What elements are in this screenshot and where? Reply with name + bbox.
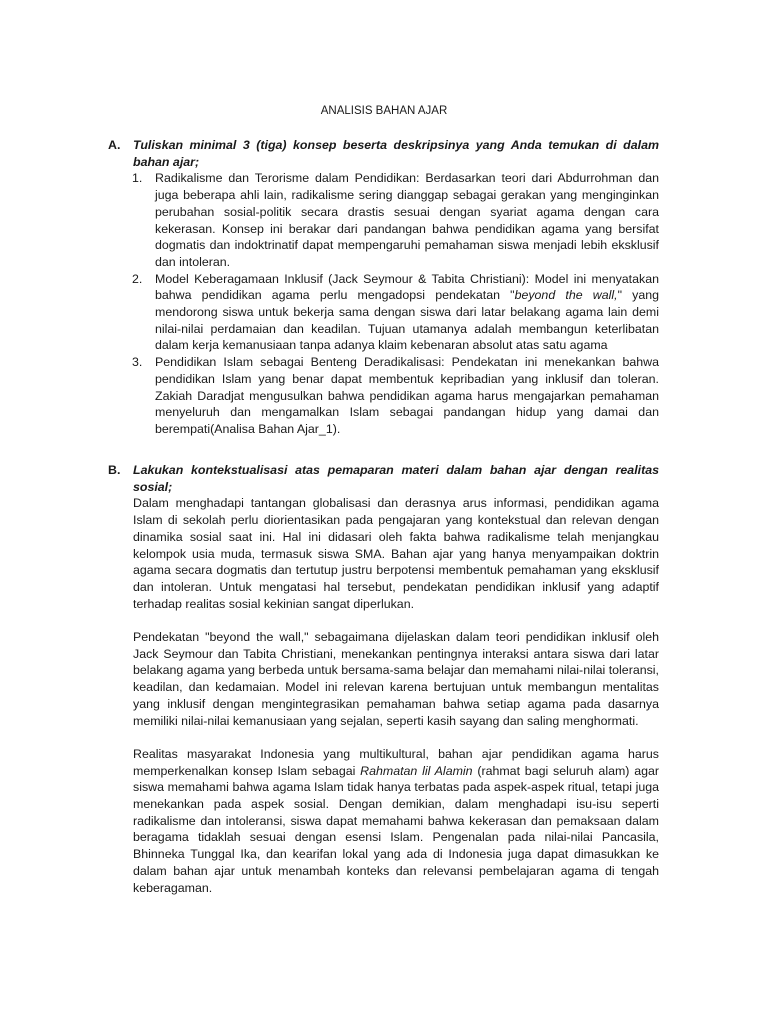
body-paragraph: Dalam menghadapi tantangan globalisasi dan derasnya arus informasi, pendidikan agama Islam di sekolah perlu diorientasikan pada pengajaran yang kontekstual dan relevan dengan dinamika sosial saat ini. Hal ini didasari oleh fakta bahwa radikalisme telah menjangkau kelompok usia muda, termasuk siswa SMA. Bahan ajar yang hanya menyampaikan doktrin agama secara dogmatis dan tertutup justru berpotensi membentuk pemahaman yang eksklusif dan intoleran. Untuk mengatasi hal tersebut, pendekatan pendidikan inklusif yang adaptif terhadap realitas sosial kekinian sangat diperlukan. bbox=[133, 496, 659, 611]
section-b-marker: B. bbox=[108, 463, 121, 477]
paragraph-text-after: (rahmat bagi seluruh alam) agar siswa memahami bahwa agama Islam tidak hanya terbatas pada aspek-aspek ritual, tetapi juga menekankan pada aspek sosial. Dengan demikian, dalam menghadapi isu-isu seperti radikalisme dan intoleransi, siswa dapat memahami bahwa kekerasan dan pemaksaan dalam beragama tidaklah sesuai dengan esensi Islam. Pengenalan pada nilai-nilai Pancasila, Bhinneka Tunggal Ika, dan kearifan lokal yang ada di Indonesia juga dapat dimasukkan ke dalam bahan ajar untuk menambah konteks dan relevansi pembelajaran agama di tengah keberagaman. bbox=[133, 763, 659, 895]
list-item bbox=[132, 271, 659, 355]
document-title: ANALISIS BAHAN AJAR bbox=[320, 105, 448, 117]
list-item bbox=[132, 170, 659, 270]
list-item-text-after: " yang mendorong siswa untuk bekerja sama dengan siswa dari latar belakang agama lain demi nilai-nilai perdamaian dan keadilan. Tujuan utamanya adalah membangun keterlibatan dalam kerja kemanusiaan tanpa adanya klaim kebenaran absolut atas satu agama bbox=[155, 288, 659, 353]
list-item bbox=[132, 354, 659, 438]
body-paragraph bbox=[133, 746, 659, 896]
section-a-heading bbox=[108, 137, 659, 170]
section-a-marker: A. bbox=[108, 138, 121, 152]
body-paragraph: Pendekatan "beyond the wall," sebagaimana dijelaskan dalam teori pendidikan inklusif oleh Jack Seymour dan Tabita Christiani, menekankan pentingnya interaksi antara siswa dari latar belakang agama yang berbeda untuk bersama-sama belajar dan memahami nilai-nilai toleransi, keadilan, dan kedamaian. Model ini relevan karena bertujuan untuk membangun mentalitas yang inklusif dengan mengintegrasikan pemahaman bahwa setiap agama pada dasarnya memiliki nilai-nilai kemanusiaan yang sejalan, seperti kasih sayang dan saling menghormati. bbox=[133, 630, 659, 728]
section-a-heading-text: Tuliskan minimal 3 (tiga) konsep beserta deskripsinya yang Anda temukan di dalam bahan ajar; bbox=[133, 138, 659, 169]
section-b-body bbox=[108, 495, 659, 896]
paragraph-text-emphasis: Rahmatan lil Alamin bbox=[360, 763, 473, 778]
section-a bbox=[108, 137, 659, 438]
list-item-number: 2. bbox=[132, 271, 143, 286]
list-item-text: Radikalisme dan Terorisme dalam Pendidikan: Berdasarkan teori dari Abdurrohman dan juga beberapa ahli lain, radikalisme sering dianggap sebagai gerakan yang menginginkan perubahan sosial-politik secara drastis sesuai dengan syariat agama dengan cara kekerasan. Konsep ini berakar dari pandangan bahwa pendidikan agama yang bersifat dogmatis dan indoktrinatif dapat mempengaruhi pemahaman siswa menjadi lebih eksklusif dan intoleran. bbox=[155, 171, 659, 269]
list-item-text-before: Model Keberagamaan Inklusif (Jack Seymour & Tabita Christiani): Model ini menyatakan bahwa pendidikan agama perlu mengadopsi pendekatan " bbox=[155, 271, 659, 303]
list-item-text: Pendidikan Islam sebagai Benteng Deradikalisasi: Pendekatan ini menekankan bahwa pendidikan Islam yang benar dapat membentuk kepribadian yang inklusif dan toleran. Zakiah Daradjat mengusulkan bahwa pendidikan agama harus mengajarkan pemahaman menyeluruh dan mengamalkan Islam sebagai pandangan hidup yang damai dan berempati(Analisa Bahan Ajar_1). bbox=[155, 355, 659, 436]
section-b bbox=[108, 462, 659, 896]
section-b-heading bbox=[108, 462, 659, 495]
concept-list bbox=[108, 170, 659, 437]
paragraph-text-before: Realitas masyarakat Indonesia yang multikultural, bahan ajar pendidikan agama harus memperkenalkan konsep Islam sebagai bbox=[133, 746, 659, 778]
list-item-number: 1. bbox=[132, 171, 143, 186]
list-item-text-emphasis: beyond the wall, bbox=[514, 288, 618, 303]
list-item-number: 3. bbox=[132, 355, 143, 370]
section-b-heading-text: Lakukan kontekstualisasi atas pemaparan materi dalam bahan ajar dengan realitas sosial; bbox=[133, 463, 659, 494]
